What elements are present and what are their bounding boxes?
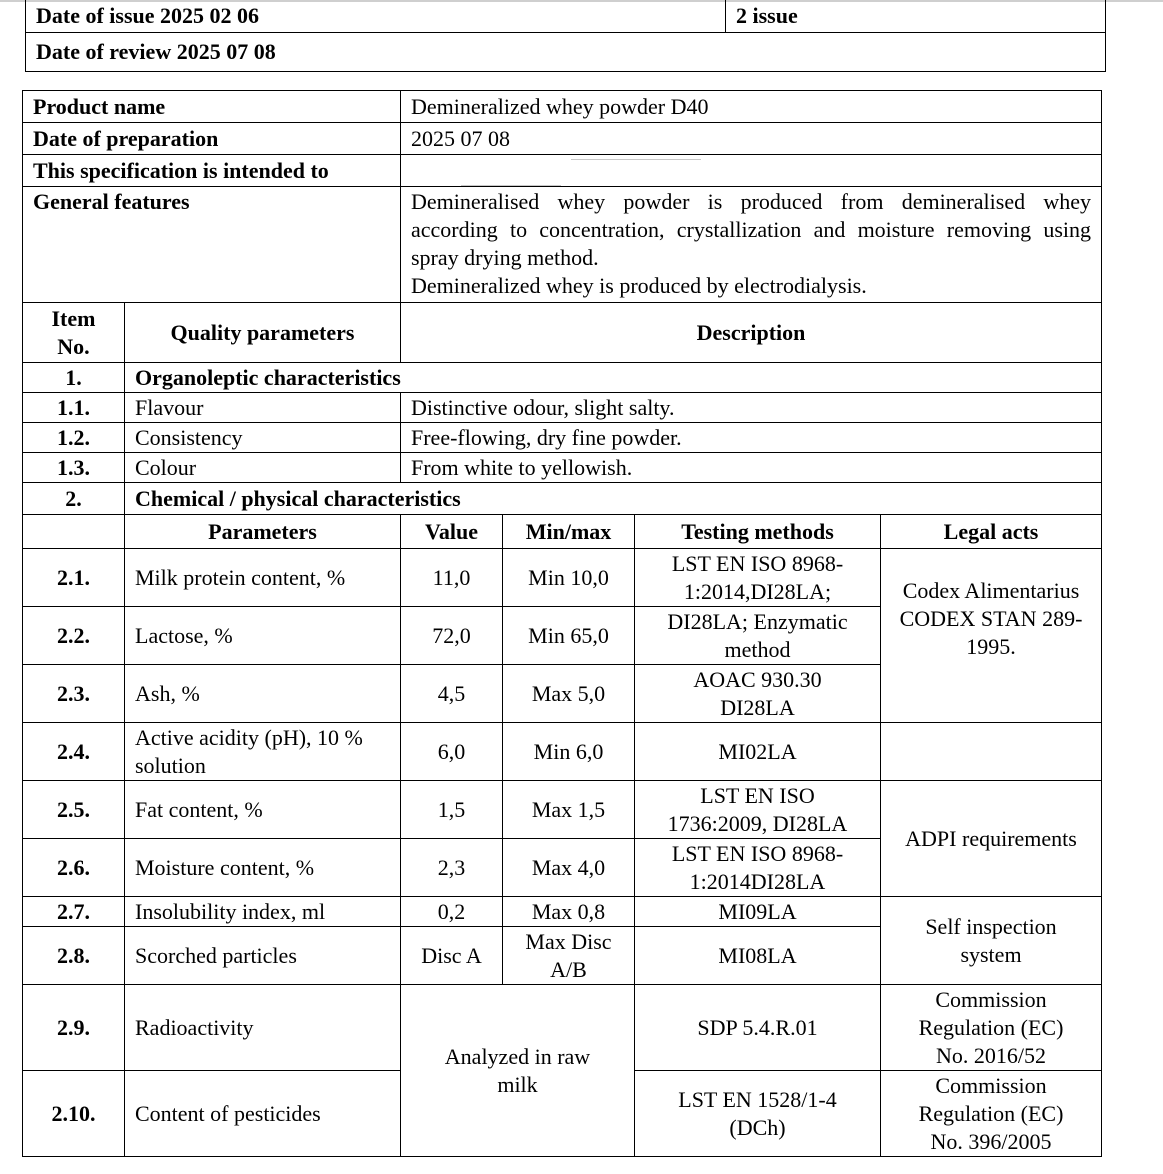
- parameter-description: Distinctive odour, slight salty.: [401, 393, 1102, 423]
- testing-method: SDP 5.4.R.01: [635, 985, 881, 1071]
- testing-method: LST EN ISO 8968-1:2014,DI28LA;: [635, 549, 881, 607]
- intended-label: This specification is intended to: [23, 155, 401, 187]
- parameter-name: Content of pesticides: [125, 1071, 401, 1157]
- parameter-name: Insolubility index, ml: [125, 897, 401, 927]
- item-number: 2.4.: [23, 723, 125, 781]
- item-number: 2.3.: [23, 665, 125, 723]
- item-number: 1.3.: [23, 453, 125, 483]
- subheader-empty: [23, 515, 125, 549]
- issue-number: 2 issue: [726, 0, 1106, 33]
- general-features-paragraph-1: Demineralised whey powder is produced from demineralised whey according to concentration, crystallization and moisture removing using spray drying method.: [411, 189, 1091, 270]
- subheader-min-max: Min/max: [503, 515, 635, 549]
- parameter-min-max: Max 4,0: [503, 839, 635, 897]
- parameter-value: 0,2: [401, 897, 503, 927]
- parameter-value: 11,0: [401, 549, 503, 607]
- parameter-description: Free-flowing, dry fine powder.: [401, 423, 1102, 453]
- subheader-testing-methods: Testing methods: [635, 515, 881, 549]
- column-quality-parameters: Quality parameters: [125, 303, 401, 363]
- parameter-name: Active acidity (pH), 10 % solution: [125, 723, 401, 781]
- parameter-name: Milk protein content, %: [125, 549, 401, 607]
- section-number: 1.: [23, 363, 125, 393]
- column-item-no: Item No.: [23, 303, 125, 363]
- item-number: 2.5.: [23, 781, 125, 839]
- review-date: Date of review 2025 07 08: [26, 33, 1106, 72]
- table-row: [23, 985, 1102, 1071]
- table-row: [23, 453, 1102, 483]
- parameter-name: Radioactivity: [125, 985, 401, 1071]
- parameter-value: 1,5: [401, 781, 503, 839]
- testing-method: AOAC 930.30 DI28LA: [635, 665, 881, 723]
- parameter-min-max: Max 5,0: [503, 665, 635, 723]
- subheader-value: Value: [401, 515, 503, 549]
- analyzed-in-raw-milk: Analyzed in raw milk: [401, 985, 635, 1157]
- item-number: 2.10.: [23, 1071, 125, 1157]
- parameter-value: 2,3: [401, 839, 503, 897]
- redaction-mark: [571, 159, 701, 160]
- legal-act-radioactivity: Commission Regulation (EC) No. 2016/52: [881, 985, 1102, 1071]
- table-row: [23, 781, 1102, 839]
- legal-act-codex: Codex Alimentarius CODEX STAN 289-1995.: [881, 549, 1102, 723]
- parameter-name: Ash, %: [125, 665, 401, 723]
- table-row: [23, 423, 1102, 453]
- quality-parameters-table: [22, 302, 1102, 1157]
- date-of-preparation-label: Date of preparation: [23, 123, 401, 155]
- table-row: [23, 897, 1102, 927]
- table-row: [23, 549, 1102, 607]
- parameter-min-max: Max Disc A/B: [503, 927, 635, 985]
- testing-method: LST EN ISO 1736:2009, DI28LA: [635, 781, 881, 839]
- general-features-paragraph-2: Demineralized whey is produced by electrodialysis.: [411, 273, 867, 298]
- item-number: 2.2.: [23, 607, 125, 665]
- parameter-name: Scorched particles: [125, 927, 401, 985]
- general-features-text: [401, 187, 1102, 303]
- parameter-min-max: Min 6,0: [503, 723, 635, 781]
- intended-value-redacted: [401, 155, 1102, 187]
- parameter-min-max: Min 65,0: [503, 607, 635, 665]
- subheader-legal-acts: Legal acts: [881, 515, 1102, 549]
- legal-act-adpi: ADPI requirements: [881, 781, 1102, 897]
- product-name-value: Demineralized whey powder D40: [401, 91, 1102, 123]
- table-row: [23, 723, 1102, 781]
- parameter-value: Disc A: [401, 927, 503, 985]
- item-number: 1.1.: [23, 393, 125, 423]
- testing-method: DI28LA; Enzymatic method: [635, 607, 881, 665]
- table-row: [23, 393, 1102, 423]
- item-number: 2.1.: [23, 549, 125, 607]
- subheader-parameters: Parameters: [125, 515, 401, 549]
- parameter-name: Colour: [125, 453, 401, 483]
- parameter-name: Moisture content, %: [125, 839, 401, 897]
- testing-method: MI02LA: [635, 723, 881, 781]
- testing-method: MI09LA: [635, 897, 881, 927]
- parameter-min-max: Min 10,0: [503, 549, 635, 607]
- parameter-value: 6,0: [401, 723, 503, 781]
- parameter-value: 4,5: [401, 665, 503, 723]
- testing-method: LST EN 1528/1-4 (DCh): [635, 1071, 881, 1157]
- legal-act-pesticides: Commission Regulation (EC) No. 396/2005: [881, 1071, 1102, 1157]
- date-of-preparation-value: 2025 07 08: [401, 123, 1102, 155]
- item-number: 1.2.: [23, 423, 125, 453]
- section-title-organoleptic: Organoleptic characteristics: [125, 363, 1102, 393]
- legal-act-empty: [881, 723, 1102, 781]
- parameter-value: 72,0: [401, 607, 503, 665]
- testing-method: LST EN ISO 8968-1:2014DI28LA: [635, 839, 881, 897]
- parameter-name: Consistency: [125, 423, 401, 453]
- parameter-name: Lactose, %: [125, 607, 401, 665]
- product-info-table: [22, 90, 1102, 303]
- parameter-min-max: Max 0,8: [503, 897, 635, 927]
- column-description: Description: [401, 303, 1102, 363]
- parameter-name: Flavour: [125, 393, 401, 423]
- redaction-mark: [461, 185, 561, 186]
- item-number: 2.8.: [23, 927, 125, 985]
- testing-method: MI08LA: [635, 927, 881, 985]
- parameter-min-max: Max 1,5: [503, 781, 635, 839]
- item-number: 2.7.: [23, 897, 125, 927]
- section-title-chemical: Chemical / physical characteristics: [125, 483, 1102, 515]
- parameter-description: From white to yellowish.: [401, 453, 1102, 483]
- issue-date: Date of issue 2025 02 06: [26, 0, 726, 33]
- item-number: 2.6.: [23, 839, 125, 897]
- section-number: 2.: [23, 483, 125, 515]
- legal-act-self-inspection: Self inspection system: [881, 897, 1102, 985]
- parameter-name: Fat content, %: [125, 781, 401, 839]
- general-features-label: General features: [23, 187, 401, 303]
- item-number: 2.9.: [23, 985, 125, 1071]
- document-header: [25, 0, 1106, 72]
- product-name-label: Product name: [23, 91, 401, 123]
